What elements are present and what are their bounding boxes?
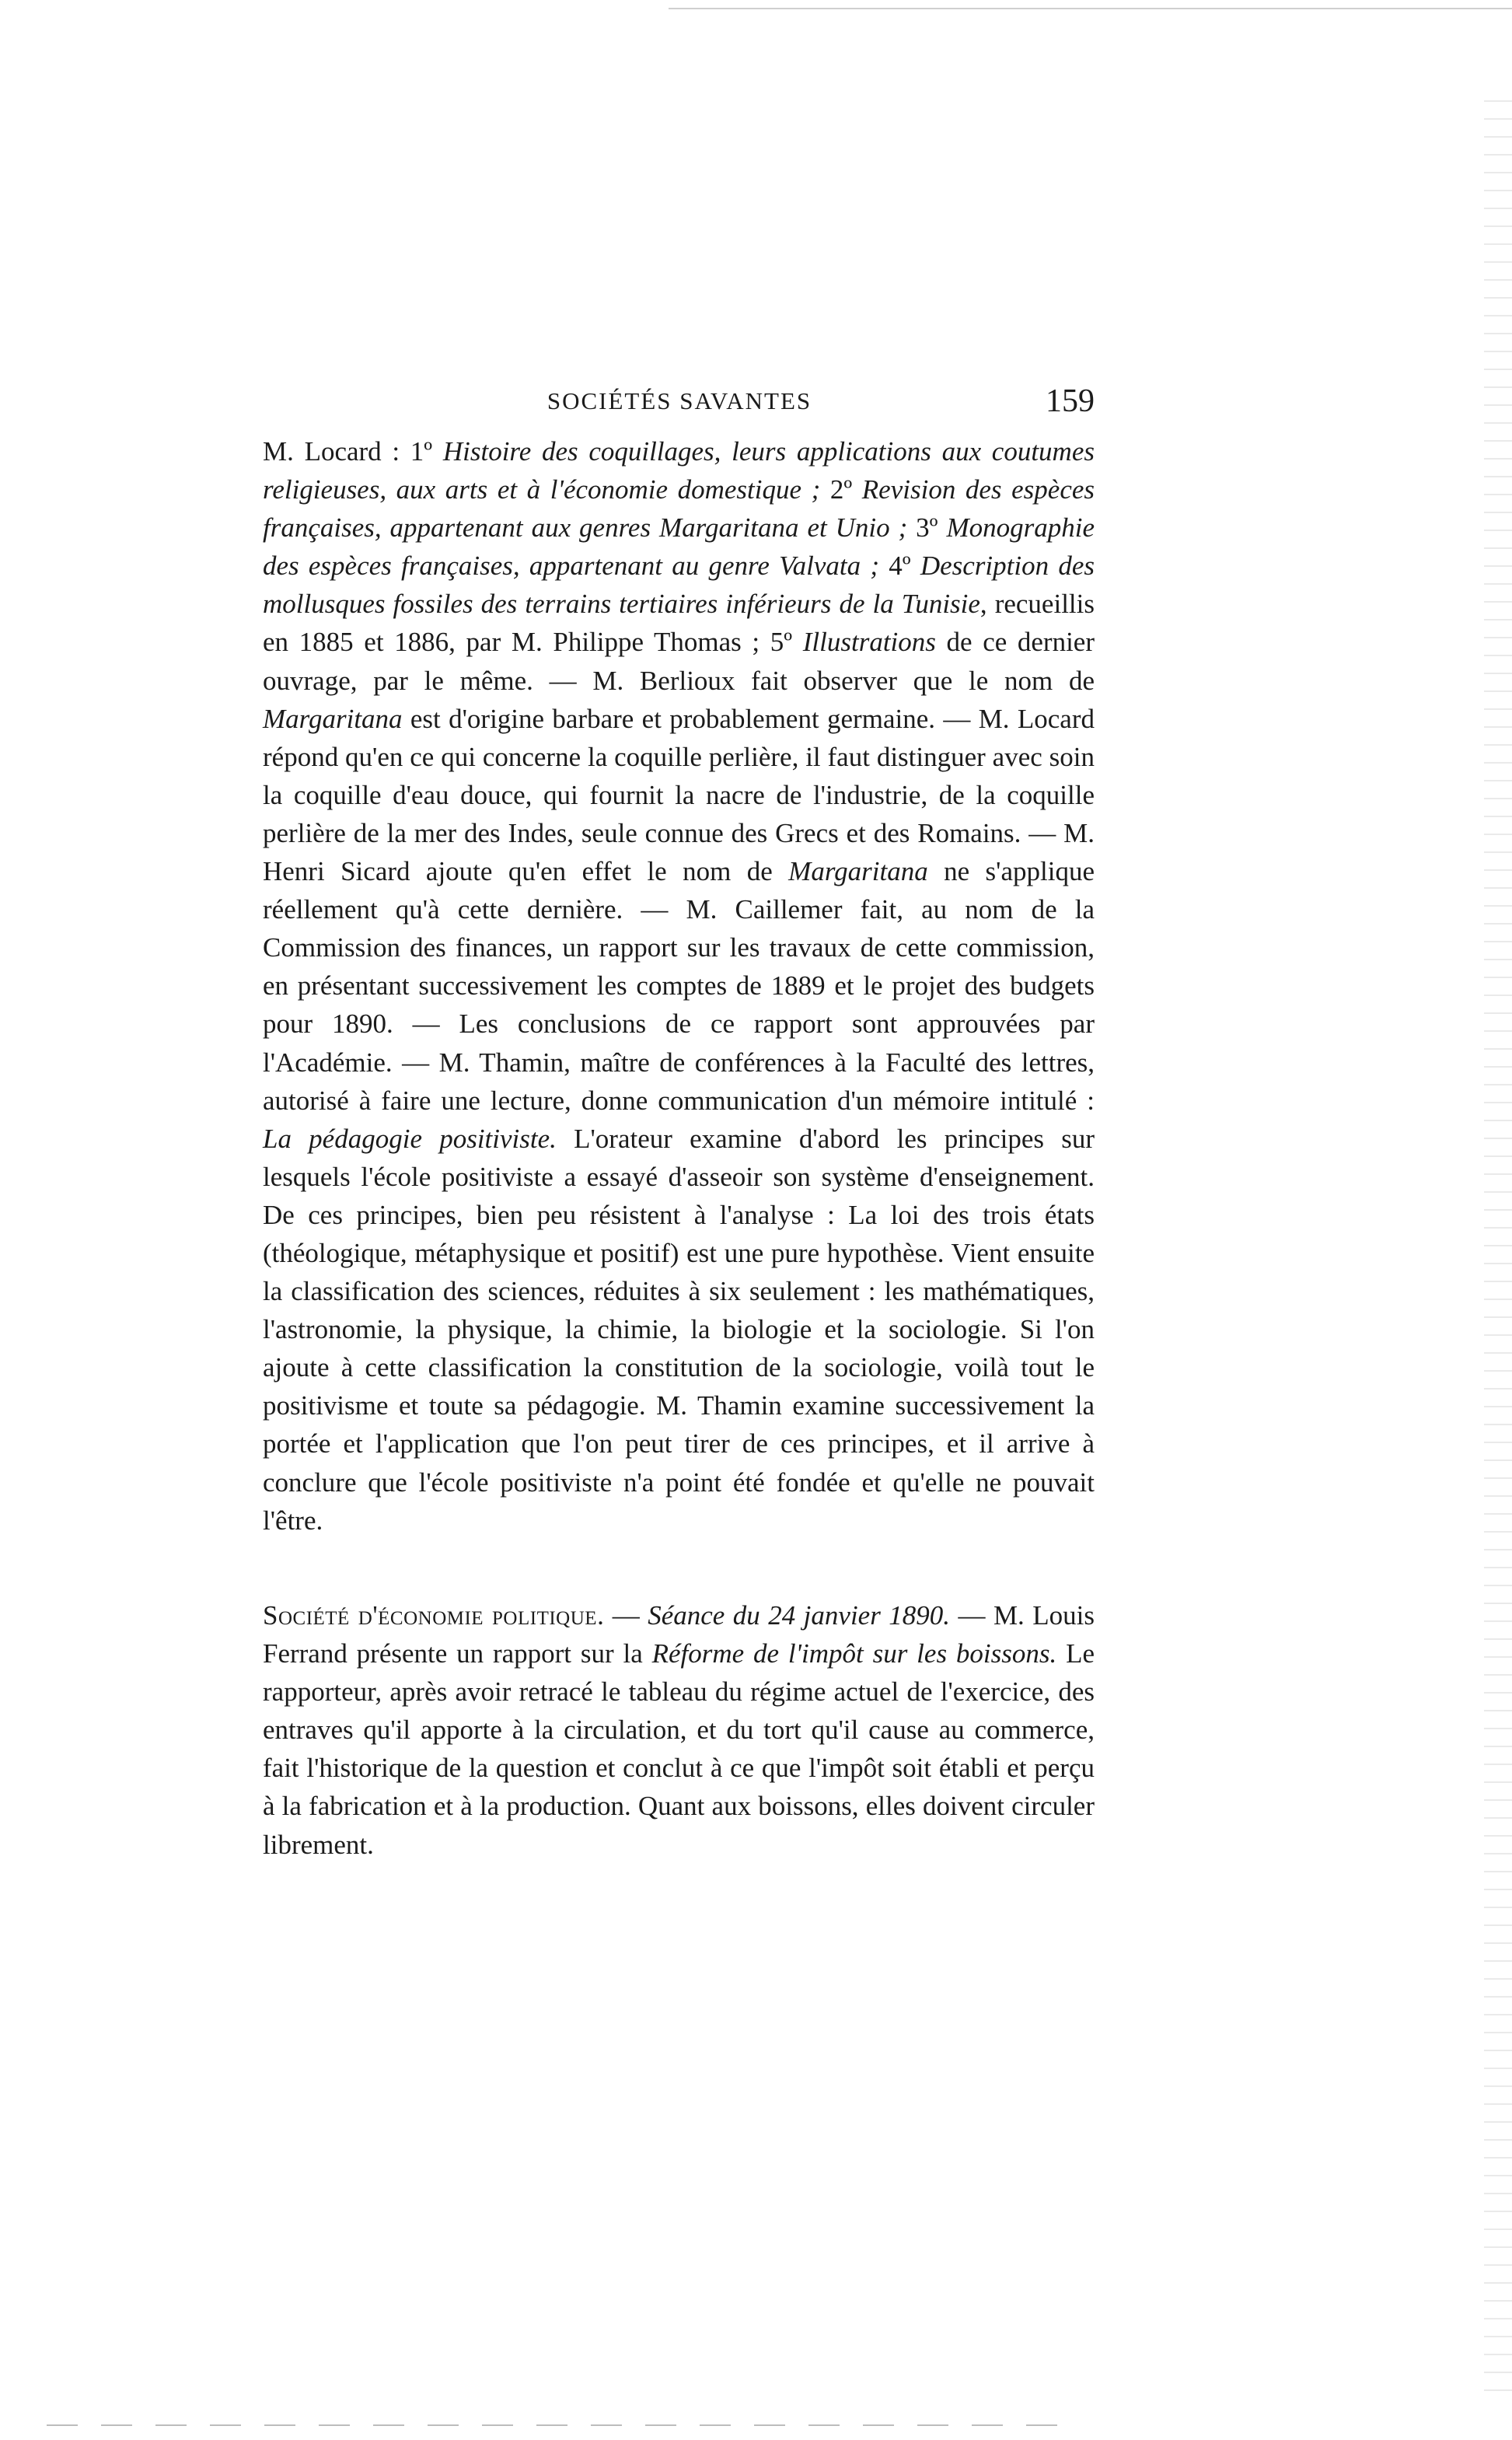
text-span: 3º [907,512,947,544]
running-head: SOCIÉTÉS SAVANTES [546,387,812,414]
paragraph-societe-economie-politique [263,1596,1095,1864]
text-span: 2º [820,474,862,505]
title-revision-especes: Revision des espèces françaises, appartenant aux genres Margaritana et Unio ; [263,474,1095,544]
page-number: 159 [1046,383,1095,419]
page-header [264,384,1095,425]
title-pedagogie-positiviste: La pédagogie positiviste. [263,1123,557,1154]
text-span: ne s'applique réellement qu'à cette dernière. — M. Caillemer fait, au nom de la Commission des finances, un rapport sur les travaux de cette commission, en présentant successivement les comptes de 1889 et le projet des budgets pour 1890. — Les conclusions de ce rapport sont approuvées par l'Académie. — M. Thamin, maître de conférences à la Faculté des lettres, autorisé à faire une lecture, donne communication d'un mémoire intitulé : [263,856,1095,1116]
text-span: 4º [878,551,920,582]
term-margaritana: Margaritana [788,856,928,887]
text-span: M. Locard : 1º [263,436,443,467]
title-histoire-coquillages: Histoire des coquillages, leurs applications aux coutumes religieuses, aux arts et à l'économie domestique ; [263,436,1095,505]
text-span: — [604,1600,648,1631]
scan-top-rule [669,8,1512,9]
text-span: , recueillis en 1885 et 1886, par M. Philippe Thomas ; 5º [263,589,1095,658]
scan-page-edge [1484,93,1512,2395]
text-span: — M. Louis Ferrand présente un rapport sur la [263,1600,1095,1669]
text-span: L'orateur examine d'abord les principes sur lesquels l'école positiviste a essayé d'asseoir son système d'enseignement. De ces principes, bien peu résistent à l'analyse : La loi des trois états (théologique, métaphysique et positif) est une pure hypothèse. Vient ensuite la classification des sciences, réduites à six seulement : les mathématiques, l'astronomie, la physique, la chimie, la biologie et la sociologie. Si l'on ajoute à cette classification la constitution de la sociologie, voilà tout le positivisme et toute sa pédagogie. M. Thamin examine successivement la portée et l'application que l'on peut tirer de ces principes, et il arrive à conclure que l'école positiviste n'a point été fondée et qu'elle ne pouvait l'être. [263,1123,1095,1536]
society-name: Société d'économie politique. [263,1600,605,1631]
term-margaritana: Margaritana [263,703,403,734]
title-monographie: Monographie des espèces françaises, appartenant au genre Valvata ; [263,512,1095,582]
session-date: Séance du 24 janvier 1890. [648,1600,951,1631]
title-illustrations: Illustrations [802,627,936,658]
paragraph-academie-lyon [263,432,1095,1540]
title-reforme-impot: Réforme de l'impôt sur les boissons. [651,1638,1057,1669]
text-span: de ce dernier ouvrage, par le même. — M. Berlioux fait observer que le nom de [263,627,1095,696]
text-span: est d'origine barbare et probablement germaine. — M. Locard répond qu'en ce qui concerne la coquille perlière, il faut distinguer avec soin la coquille d'eau douce, qui fournit la nacre de l'industrie, de la coquille perlière de la mer des Indes, seule connue des Grecs et des Romains. — M. Henri Sicard ajoute qu'en effet le nom de [263,703,1095,887]
scan-bottom-rule [47,2424,1057,2426]
text-span: Le rapporteur, après avoir retracé le tableau du régime actuel de l'exercice, des entraves qu'il apporte à la circulation, et du tort qu'il cause au commerce, fait l'historique de la question et conclut à ce que l'impôt soit établi et perçu à la fabrication et à la production. Quant aux boissons, elles doivent circuler librement. [263,1638,1095,1860]
title-description-mollusques: Description des mollusques fossiles des terrains tertiaires inférieurs de la Tunisie [263,551,1095,620]
